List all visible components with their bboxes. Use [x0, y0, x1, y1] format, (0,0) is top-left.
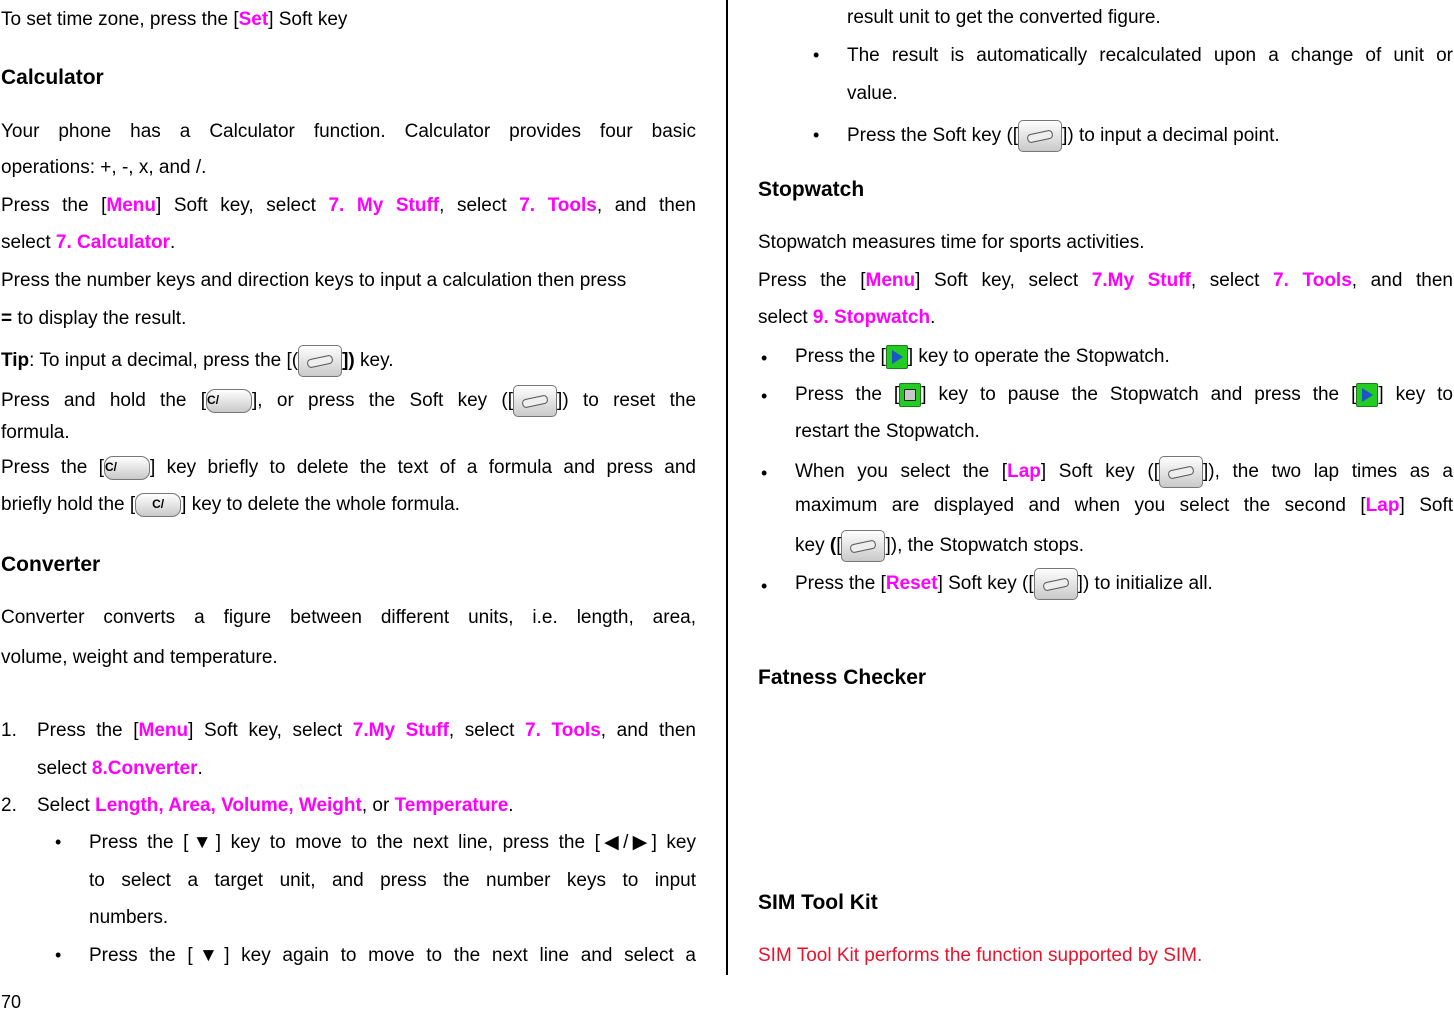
sw-bullet4: Press the [Reset] Soft key ([ ]) to initialize all.: [795, 568, 1213, 600]
step2-number: 2.: [1, 795, 17, 816]
recalc-line1: The result is automatically recalculated upon a change of unit or: [847, 45, 1453, 66]
sim-tool-kit-heading: SIM Tool Kit: [758, 891, 878, 914]
calc-keys-line2: = to display the result.: [1, 308, 187, 329]
soft-key-icon: [513, 385, 557, 417]
play-key-icon: [1356, 383, 1378, 407]
fatness-checker-heading: Fatness Checker: [758, 666, 927, 689]
sw-menu-line1: Press the [Menu] Soft key, select 7.My Stuff, select 7. Tools, and then: [758, 270, 1453, 291]
clear-key-icon: C/: [135, 493, 181, 517]
step1-line1: Press the [Menu] Soft key, select 7.My Stuff, select 7. Tools, and then: [37, 720, 696, 741]
calc-keys-line1: Press the number keys and direction keys to input a calculation then press: [1, 270, 627, 291]
sw-bullet3-line3: key ([ ]), the Stopwatch stops.: [795, 530, 1084, 562]
reset-line2: formula.: [1, 422, 70, 443]
bullet: •: [761, 386, 768, 406]
stopwatch-intro: Stopwatch measures time for sports activities.: [758, 232, 1145, 253]
bullet: •: [813, 125, 820, 145]
clear-key-icon: C/: [206, 389, 252, 413]
reset-line1: Press and hold the [C/ ], or press the Soft key ([ ]) to reset the: [1, 385, 696, 417]
conv-bullet1-line1: Press the [▼] key to move to the next line, press the [◀/▶] key: [89, 832, 696, 853]
calc-intro-line1: Your phone has a Calculator function. Calculator provides four basic: [1, 121, 696, 142]
decimal-line: Press the Soft key ([ ]) to input a decimal point.: [847, 120, 1280, 152]
bullet: •: [55, 832, 62, 852]
calc-intro-line2: operations: +, -, x, and /.: [1, 157, 207, 178]
sw-bullet2-line2: restart the Stopwatch.: [795, 421, 980, 442]
sim-tool-kit-text: SIM Tool Kit performs the function supported by SIM.: [758, 945, 1203, 966]
delete-line1: Press the [C/ ] key briefly to delete the text of a formula and press and: [1, 457, 696, 478]
calculator-heading: Calculator: [1, 66, 104, 89]
conv-bullet2-line1: Press the [▼] key again to move to the next line and select a: [89, 945, 696, 966]
bullet: •: [761, 576, 768, 596]
soft-key-icon: [298, 345, 342, 377]
soft-key-icon: [1018, 120, 1062, 152]
delete-line2: briefly hold the [ C/ ] key to delete the whole formula.: [1, 494, 460, 515]
soft-key-icon: [1034, 568, 1078, 600]
bullet: •: [761, 348, 768, 368]
conv-intro-line2: volume, weight and temperature.: [1, 647, 278, 668]
sw-bullet3-line1: When you select the [Lap] Soft key ([ ]), the two lap times as a: [795, 456, 1453, 488]
conv-continued-line: result unit to get the converted figure.: [847, 7, 1161, 28]
recalc-line2: value.: [847, 83, 898, 104]
step1-number: 1.: [1, 720, 17, 741]
sw-bullet2-line1: Press the [ ] key to pause the Stopwatch and press the [ ] key to: [795, 384, 1454, 406]
bullet: •: [55, 945, 62, 965]
sw-menu-line2: select 9. Stopwatch.: [758, 307, 936, 328]
column-divider: [726, 0, 728, 975]
sw-bullet1: Press the [ ] key to operate the Stopwatch.: [795, 346, 1170, 368]
bullet: •: [813, 45, 820, 65]
converter-heading: Converter: [1, 553, 101, 576]
page-number: 70: [1, 992, 22, 1012]
soft-key-icon: [841, 530, 885, 562]
timezone-line: To set time zone, press the [Set] Soft key: [1, 9, 348, 30]
stop-key-icon: [899, 383, 921, 407]
calc-menu-line1: Press the [Menu] Soft key, select 7. My Stuff, select 7. Tools, and then: [1, 195, 696, 216]
conv-intro-line1: Converter converts a figure between different units, i.e. length, area,: [1, 607, 696, 628]
tip-line: Tip: To input a decimal, press the [( ]) key.: [1, 345, 393, 377]
conv-bullet1-line3: numbers.: [89, 907, 169, 928]
sw-bullet3-line2: maximum are displayed and when you select the second [Lap] Soft: [795, 495, 1454, 516]
calc-menu-line2: select 7. Calculator.: [1, 232, 176, 253]
soft-key-icon: [1159, 456, 1203, 488]
conv-bullet1-line2: to select a target unit, and press the number keys to input: [89, 870, 696, 891]
step2-line: Select Length, Area, Volume, Weight, or Temperature.: [37, 795, 514, 816]
clear-key-icon: C/: [104, 456, 150, 480]
bullet: •: [761, 463, 768, 483]
play-key-icon: [886, 345, 908, 369]
stopwatch-heading: Stopwatch: [758, 178, 865, 201]
step1-line2: select 8.Converter.: [37, 758, 203, 779]
